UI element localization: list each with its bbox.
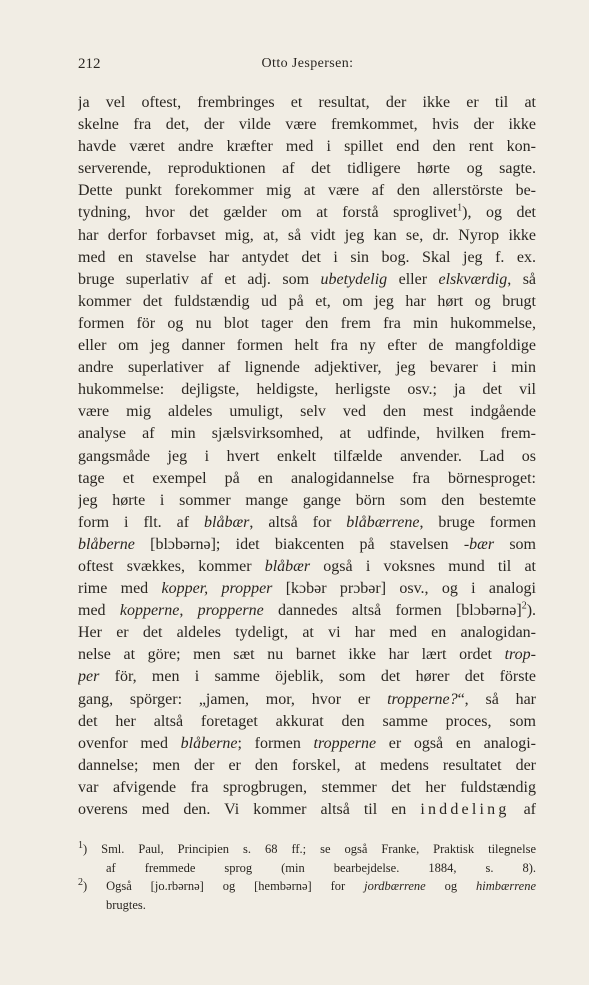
text-line	[78, 423, 536, 445]
italic-word: per	[78, 668, 100, 686]
text-run: jeg hørte i sommer mange gange börn som den bestemte	[78, 491, 536, 509]
text-line	[78, 357, 536, 379]
text-run: oftest svækkes, kommer	[78, 557, 265, 575]
text-run: hukommelse: dejligste, heldigste, herligste osv.; ja det vil	[78, 381, 536, 399]
text-line	[78, 269, 536, 291]
text-run: ; formen	[237, 734, 314, 752]
italic-word: trop-	[504, 646, 536, 664]
text-line	[78, 158, 536, 180]
italic-word: kopper, propper	[161, 580, 273, 598]
text-line	[78, 755, 536, 777]
text-run: form i flt. af	[78, 513, 205, 531]
footnote-line	[78, 859, 536, 878]
text-line	[78, 622, 536, 644]
text-run: overens med den. Vi kommer altså til en	[78, 801, 421, 818]
text-run: eller	[387, 270, 439, 288]
text-run: med	[78, 602, 120, 620]
text-run: rime med	[78, 580, 162, 598]
text-run: skelne fra det, der vilde være fremkommet, hvis der ikke	[78, 116, 536, 134]
italic-word: blåberne	[78, 535, 135, 553]
text-run: serverende, reproduktionen af det tidligere hørte og sagte.	[78, 160, 536, 178]
italic-word: ubetydelig	[320, 270, 388, 288]
text-line	[78, 468, 536, 490]
text-line	[78, 225, 536, 247]
text-line	[78, 92, 536, 114]
text-run: dannedes altså formen [blɔbərnə]	[263, 602, 522, 620]
text-line	[78, 600, 536, 622]
text-line	[78, 247, 536, 269]
text-run: [blɔbərnə]; idet biakcenten på stavelsen	[134, 535, 464, 553]
text-run: og	[425, 879, 477, 893]
footnote-line	[78, 877, 536, 896]
text-line	[78, 180, 536, 202]
text-run: “, så har	[457, 690, 536, 708]
text-line	[78, 689, 536, 711]
text-run: eller om jeg danner formen helt fra ny efter de mangfoldige	[78, 337, 536, 355]
text-line	[78, 512, 536, 534]
page-header	[78, 56, 537, 76]
text-run: analyse af min sjælsvirksomhed, at udfinde, hvilken frem-	[78, 425, 536, 443]
italic-word: blåbær	[204, 513, 250, 531]
text-line	[78, 534, 536, 556]
text-line	[78, 777, 536, 799]
text-run: ), og det	[462, 204, 536, 222]
text-run: dannelse; men der er den forskel, at medens resultatet der	[78, 756, 536, 774]
text-line	[78, 446, 536, 468]
text-run: , bruge formen	[419, 513, 536, 531]
text-run: være mig aldeles umuligt, selv ved den mest indgående	[78, 403, 536, 421]
body-text	[78, 92, 536, 821]
text-run: ) Sml. Paul, Principien s. 68 ff.; se også Franke, Praktisk tilegnelse	[83, 842, 536, 856]
text-run: bruge superlativ af et adj. som	[78, 270, 321, 288]
text-run: var afvigende fra sprogbrugen, stemmer det her fuldstændig	[78, 778, 536, 796]
text-run: ) Også [jo.rbərnə] og [hembərnə] for	[83, 879, 365, 893]
running-title: Otto Jespersen:	[261, 56, 354, 71]
text-line	[78, 490, 536, 512]
text-line	[78, 644, 536, 666]
text-run: gangsmåde jeg i hvert enkelt tilfælde anvender. Lad os	[78, 447, 536, 465]
text-run: det her altså foretaget akkurat den samme proces, som	[78, 712, 536, 730]
text-run: ).	[526, 602, 536, 620]
text-line	[78, 556, 536, 578]
text-run: gang, spörger: „jamen, mor, hvor er	[78, 690, 388, 708]
text-run: kommer det fuldstændig ud på et, om jeg har hørt og brugt	[78, 292, 536, 310]
italic-word: blåbærrene	[346, 513, 420, 531]
text-line	[78, 666, 536, 688]
text-line	[78, 711, 536, 733]
text-line	[78, 578, 536, 600]
italic-word: kopperne, propperne	[119, 602, 264, 620]
text-run: tage et exempel på en analogidannelse fra börnesproget:	[78, 469, 536, 487]
footnote-marker: 2	[78, 877, 83, 888]
text-line	[78, 379, 536, 401]
text-run: ja vel oftest, frembringes et resultat, der ikke er til at	[78, 94, 536, 111]
text-run: som	[494, 535, 536, 553]
italic-word: tropperne	[313, 734, 377, 752]
text-run: andre superlativer af lignende adjektiver, jeg bevarer i min	[78, 359, 536, 377]
footnote-line	[78, 840, 536, 859]
italic-word: himbærrene	[476, 879, 536, 893]
text-line	[78, 799, 536, 821]
text-line	[78, 114, 536, 136]
text-run: tydning, hvor det gælder om at forstå sproglivet	[78, 204, 458, 222]
text-run: er også en analogi-	[376, 734, 536, 752]
text-run: af	[509, 801, 536, 818]
text-run: af fremmede sprog (min bearbejdelse. 1884, s. 8).	[106, 860, 536, 875]
text-line	[78, 401, 536, 423]
text-line	[78, 313, 536, 335]
text-run: Her er det aldeles tydeligt, at vi har med en analogidan-	[78, 624, 536, 642]
spaced-word: inddeling	[420, 801, 510, 818]
text-run: med en stavelse har antydet det i sin bog. Skal jeg f. ex.	[78, 248, 536, 266]
text-run: , så	[507, 270, 536, 288]
italic-word: elskværdig	[438, 270, 508, 288]
text-run: för, men i samme öjeblik, som det hører det förste	[99, 668, 536, 686]
italic-word: blåberne	[180, 734, 238, 752]
italic-word: -bær	[463, 535, 495, 553]
footnote-marker: 1	[78, 840, 83, 851]
text-line	[78, 136, 536, 158]
text-run: Dette punkt forekommer mig at være af den allerstörste be-	[78, 182, 536, 200]
text-run: [kɔbər prɔbər] osv., og i analogi	[272, 580, 536, 598]
text-run: havde været andre kræfter med i spillet end den rent kon-	[78, 138, 536, 156]
text-line	[78, 733, 536, 755]
text-run: nelse at göre; men sæt nu barnet ikke har lært ordet	[78, 646, 505, 664]
text-run: også i voksnes mund til at	[310, 557, 536, 575]
text-run: , altså for	[249, 513, 347, 531]
italic-word: tropperne?	[387, 690, 458, 708]
footnote-marker: 1	[457, 203, 463, 215]
footnotes	[78, 840, 536, 914]
text-run: formen för og nu blot tager den frem fra min hukommelse,	[78, 314, 536, 332]
text-line	[78, 202, 536, 224]
footnote-marker: 2	[521, 600, 527, 612]
italic-word: blåbær	[264, 557, 311, 575]
text-line	[78, 291, 536, 313]
page-number: 212	[78, 56, 101, 72]
text-run: har derfor forbavset mig, at, så vidt jeg kan se, dr. Nyrop ikke	[78, 226, 536, 244]
text-line	[78, 335, 536, 357]
footnote-line	[78, 896, 536, 915]
text-run: ovenfor med	[78, 734, 181, 752]
italic-word: jordbærrene	[364, 879, 426, 893]
text-run: brugtes.	[106, 897, 146, 912]
